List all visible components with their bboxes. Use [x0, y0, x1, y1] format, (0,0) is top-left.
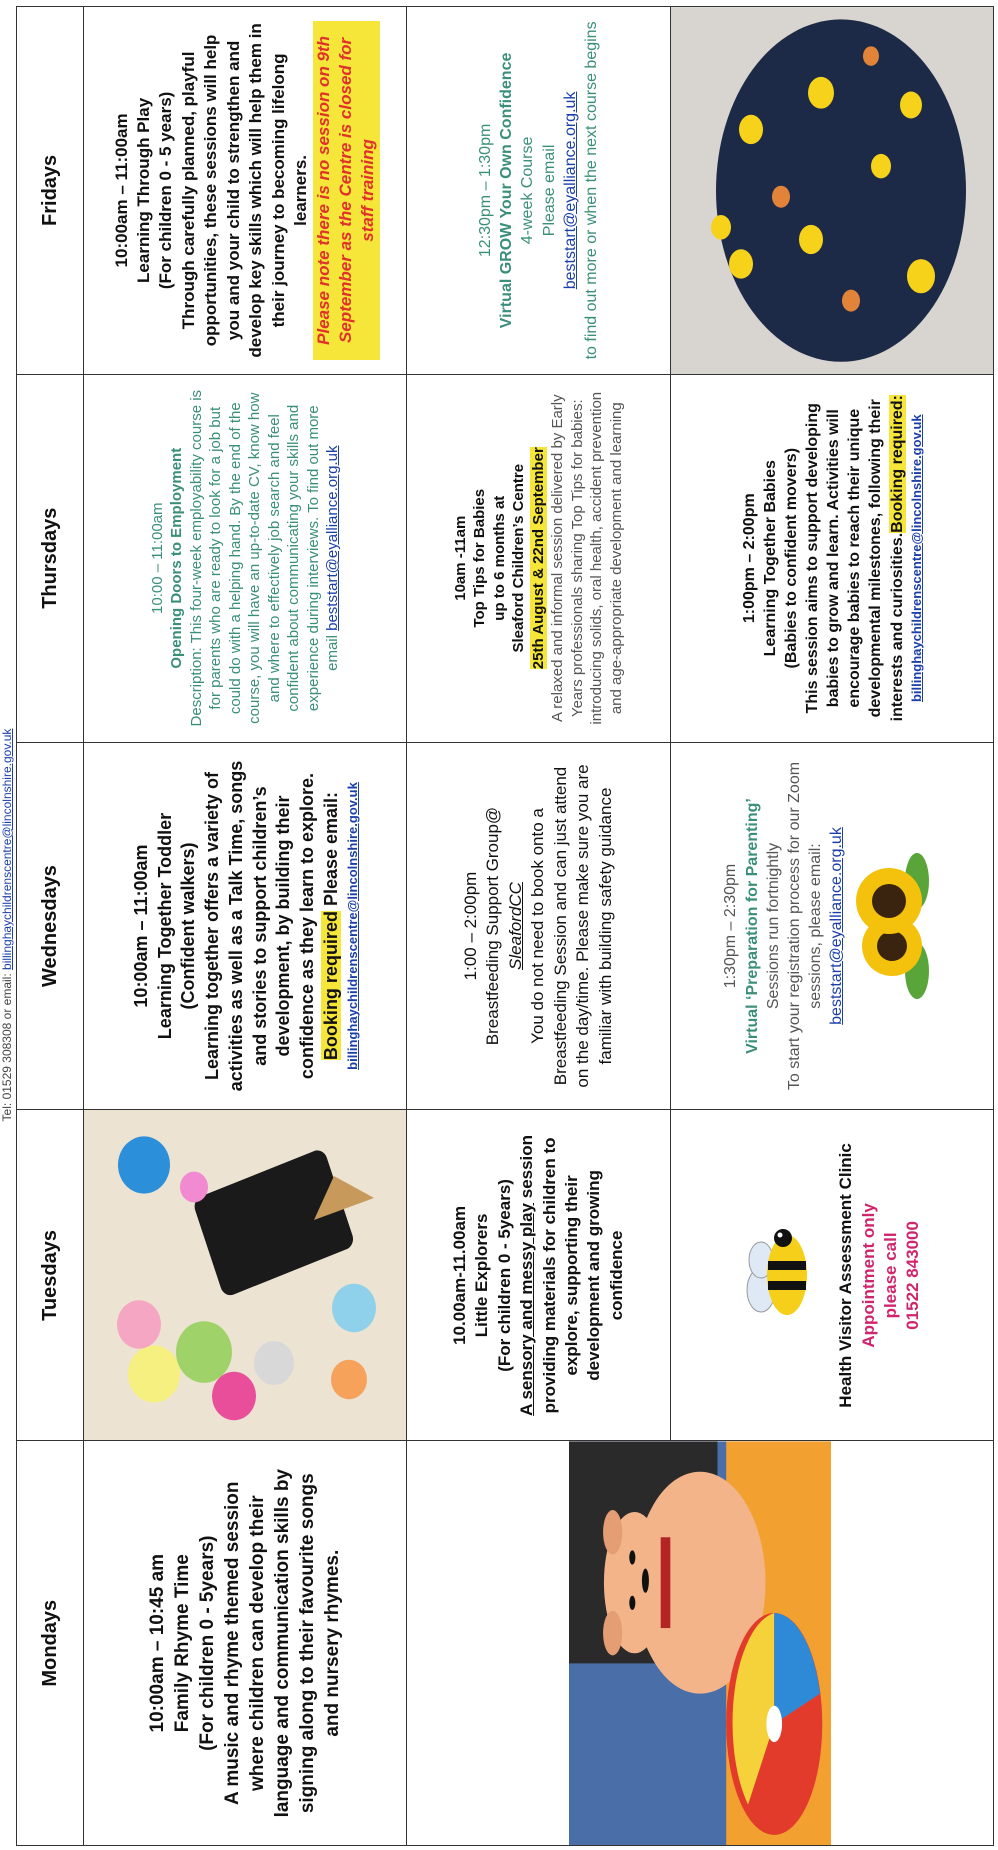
session-description: Learning together offers a variety of activities as well as a Talk Time, songs and stories to support children’s development, by building their confidence as they learn to explore.	[202, 760, 318, 1092]
teddy-bear-photo	[569, 1441, 831, 1845]
session-age: (For children 0 - 5years)	[197, 1535, 219, 1751]
session-time: 1:00 – 2:00pm	[460, 871, 480, 981]
mon-rhyme-time	[84, 1441, 407, 1846]
contact-header	[0, 0, 14, 1850]
session-time: 10:00am – 11:00am	[130, 844, 151, 1008]
session-title: Breastfeeding Support Group@	[483, 806, 503, 1046]
session-time: 1:00pm – 2:00pm	[740, 493, 758, 624]
header-thursdays: Thursdays	[17, 374, 84, 742]
session-time: 10:00am – 11:00am	[111, 113, 131, 268]
session-age: (For children 0 - 5years)	[494, 1179, 514, 1372]
session-title: Health Visitor Assessment Clinic	[836, 1143, 856, 1408]
session-dates: 25th August & 22nd September	[529, 447, 547, 670]
header-fridays: Fridays	[17, 7, 84, 375]
contact-text: Tel: 01529 308308 or email:	[0, 973, 14, 1122]
session-title: Little Explorers	[472, 1213, 492, 1338]
session-age: (Babies to confident movers)	[783, 447, 801, 669]
booking-required-label: Booking required:	[888, 395, 906, 533]
session-subtitle: Sessions run fortnightly	[764, 842, 782, 1010]
session-title: Virtual GROW Your Own Confidence	[498, 52, 516, 329]
session-title: Opening Doors to Employment	[168, 447, 186, 669]
session-description: You do not need to book onto a Breastfeeding Session and can just attend on the day/time. Please make sure you are familiar with building safety guidance	[528, 764, 615, 1088]
tue-little-explorers	[407, 1110, 670, 1441]
wed-learning-toddler	[84, 742, 407, 1110]
email-prefix: email	[324, 630, 342, 671]
phone-number[interactable]: 01522 843000	[903, 1221, 923, 1330]
email-link[interactable]: beststart@eyalliance.org.uk	[324, 445, 342, 631]
session-time: 10:00am – 10:45 am	[146, 1553, 168, 1733]
session-time: 12:30pm – 1:30pm	[477, 123, 495, 258]
session-description: To start your registration process for our Zoom sessions, please email:	[785, 761, 824, 1091]
session-description: Description: This four-week employability course is for parents who are ready to look for a job but could do with a helping hand. By the end of the course, you will have an up-to-date CV, know how and where to effectively job search and feel confident about communicating your skills and experience during interviews. To find out more	[187, 389, 322, 727]
session-line: Please email	[540, 144, 558, 237]
booking-email-link[interactable]: billinghaychildrenscentre@lincolnshire.gov.uk	[908, 414, 924, 703]
session-age: up to 6 months at	[490, 495, 508, 621]
session-description: session providing materials for children to explore, supporting their development and growing confidence	[517, 1134, 626, 1414]
session-time: 10am -11am	[451, 515, 469, 601]
please-call: please call	[881, 1232, 901, 1319]
session-title: Learning Together Babies	[761, 460, 779, 657]
session-title: Learning Together Toddler	[154, 812, 175, 1040]
session-description-highlight: A sensory and messy play	[517, 1202, 537, 1416]
messy-play-photo	[84, 1110, 406, 1440]
water-play-photo	[671, 7, 993, 374]
contact-email-link[interactable]: billinghaychildrenscentre@lincolnshire.gov.uk	[0, 728, 14, 970]
fri-grow-confidence	[407, 7, 670, 375]
session-time: 1:30pm – 2:30pm	[722, 863, 740, 989]
thu-top-tips	[407, 374, 670, 742]
thu-opening-doors	[84, 374, 407, 742]
header-mondays: Mondays	[17, 1441, 84, 1846]
session-title: Learning Through Play	[134, 97, 154, 283]
session-subtitle: 4-week Course	[519, 136, 537, 245]
tue-health-visitor	[670, 1110, 993, 1441]
session-place: SleafordCC	[505, 882, 525, 970]
thu-learning-babies	[670, 374, 993, 742]
session-description: This session aims to support developing babies to grow and learn. Activities will encourage babies to reach their unique developmental milestones, following their interests and curiosities.	[804, 399, 906, 722]
wed-preparation-parenting	[670, 742, 993, 1110]
session-age: (Confident walkers)	[178, 842, 199, 1010]
wed-breastfeeding	[407, 742, 670, 1110]
session-age: (For children 0 - 5 years)	[156, 91, 176, 290]
booking-required-label: Booking required	[320, 911, 341, 1061]
weekly-timetable	[16, 6, 994, 1846]
header-wednesdays: Wednesdays	[17, 742, 84, 1110]
session-description: A relaxed and informal session delivered by Early Years professionals sharing Top Tips for babies: introducing solids, oral health, accident prevention and age-appropriate development and learning	[549, 391, 625, 725]
bee-icon	[739, 1220, 819, 1330]
session-description: Through carefully planned, playful opportunities, these sessions will help you and your child to strengthen and develop key skills which will help them in their journey to becoming lifelong learners.	[178, 23, 311, 358]
session-title: Top Tips for Babies	[471, 488, 489, 628]
booking-email-link[interactable]: billinghaychildrenscentre@lincolnshire.gov.uk	[344, 782, 360, 1070]
appointment-only: Appointment only	[858, 1203, 878, 1348]
mon-photo-cell	[407, 1441, 994, 1846]
session-tail: to find out more or when the next course begins	[582, 21, 600, 360]
tue-photo-cell	[84, 1110, 407, 1441]
booking-tail: Please email:	[320, 791, 341, 912]
fri-learning-play	[84, 7, 407, 375]
header-tuesdays: Tuesdays	[17, 1110, 84, 1441]
closure-note: Please note there is no session on 9th September as the Centre is closed for staff training	[313, 21, 380, 360]
sunflower-icon	[847, 851, 937, 1001]
email-link[interactable]: beststart@eyalliance.org.uk	[561, 91, 579, 290]
session-time: 10.00am-11.00am	[449, 1205, 469, 1345]
session-title: Virtual ‘Preparation for Parenting’	[743, 798, 761, 1054]
session-title: Family Rhyme Time	[171, 1554, 193, 1733]
fri-photo-cell	[670, 7, 993, 375]
session-place: Sleaford Children’s Centre	[510, 463, 528, 653]
session-description: A music and rhyme themed session where children can develop their language and communication skills by signing along to their favourite songs and nursery rhymes.	[222, 1469, 344, 1818]
email-link[interactable]: beststart@eyalliance.org.uk	[827, 827, 845, 1025]
session-time: 10:00 – 11:00am	[148, 502, 166, 614]
